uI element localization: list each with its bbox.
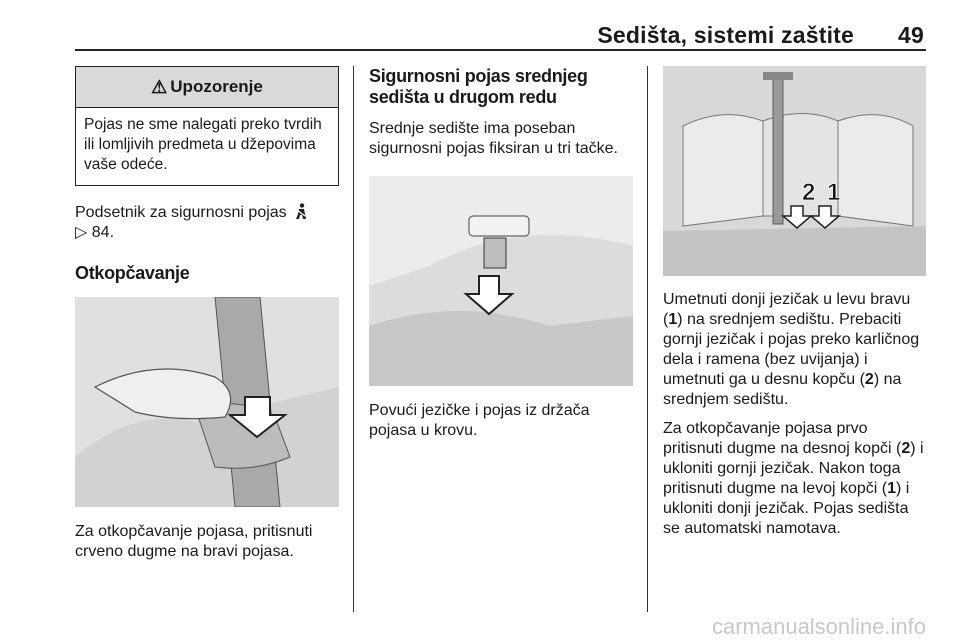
column-divider xyxy=(353,66,354,612)
column-1 xyxy=(75,66,339,562)
header-rule xyxy=(75,49,926,51)
warning-text: Pojas ne sme nalegati preko tvrdih ili lomljivih predmeta u džepovima vaše odeće. xyxy=(84,116,322,173)
intro-paragraph: Srednje sedište ima poseban sigurnosni pojas fiksiran u tri tačke. xyxy=(369,120,618,157)
reminder-page-ref[interactable]: 84. xyxy=(91,224,115,241)
watermark-text: carmanualsonline.info xyxy=(711,614,926,639)
figure-unbuckling xyxy=(75,297,339,507)
seatbelt-icon xyxy=(295,203,307,220)
page-header xyxy=(597,22,924,49)
figure-caption: Za otkopčavanje pojasa, pritisnuti crveno dugme na bravi pojasa. xyxy=(75,523,313,560)
unbuckle-illustration xyxy=(75,297,339,507)
figure-label-1: 1 xyxy=(827,179,841,206)
reminder-paragraph: Podsetnik za sigurnosni pojas ▷ 84. xyxy=(75,203,339,243)
instructions-paragraph-2: Za otkopčavanje pojasa prvo pritisnuti dugme na desnoj kopči (2) i ukloniti gornji jezičak. Nakon toga pritisnuti dugme na levoj kopči (1) i ukloniti donji jezičak. Pojas sedišta se automatski namotava. xyxy=(663,420,924,537)
warning-icon: ⚠ xyxy=(151,77,168,97)
header-title: Sedišta, sistemi zaštite xyxy=(597,22,855,48)
figure-label-2: 2 xyxy=(802,179,816,206)
figure-roof-holder xyxy=(369,176,633,386)
figure-caption: Povući jezičke i pojas iz držača pojasa u krovu. xyxy=(369,402,590,439)
section-heading: Sigurnosni pojas srednjeg sedišta u drugom redu xyxy=(369,66,588,107)
page-ref-arrow-icon: ▷ xyxy=(75,224,88,241)
page-number: 49 xyxy=(898,22,924,48)
column-2 xyxy=(369,66,633,441)
instructions-paragraph-1: Umetnuti donji jezičak u levu bravu (1) na srednjem sedištu. Prebaciti gornji jezičak i pojas preko karličnog dela i ramena (bez uvijanja) i umetnuti ga u desnu kopču (2) na srednjem sedištu. xyxy=(663,291,920,408)
figure-middle-seat xyxy=(663,66,926,276)
column-divider xyxy=(647,66,648,612)
warning-box xyxy=(75,66,339,186)
roof-holder-illustration xyxy=(369,176,633,386)
section-heading: Otkopčavanje xyxy=(75,263,190,283)
column-3 xyxy=(663,66,926,539)
warning-title: ⚠ Upozorenje xyxy=(76,67,338,108)
rear-seat-illustration xyxy=(663,66,926,276)
